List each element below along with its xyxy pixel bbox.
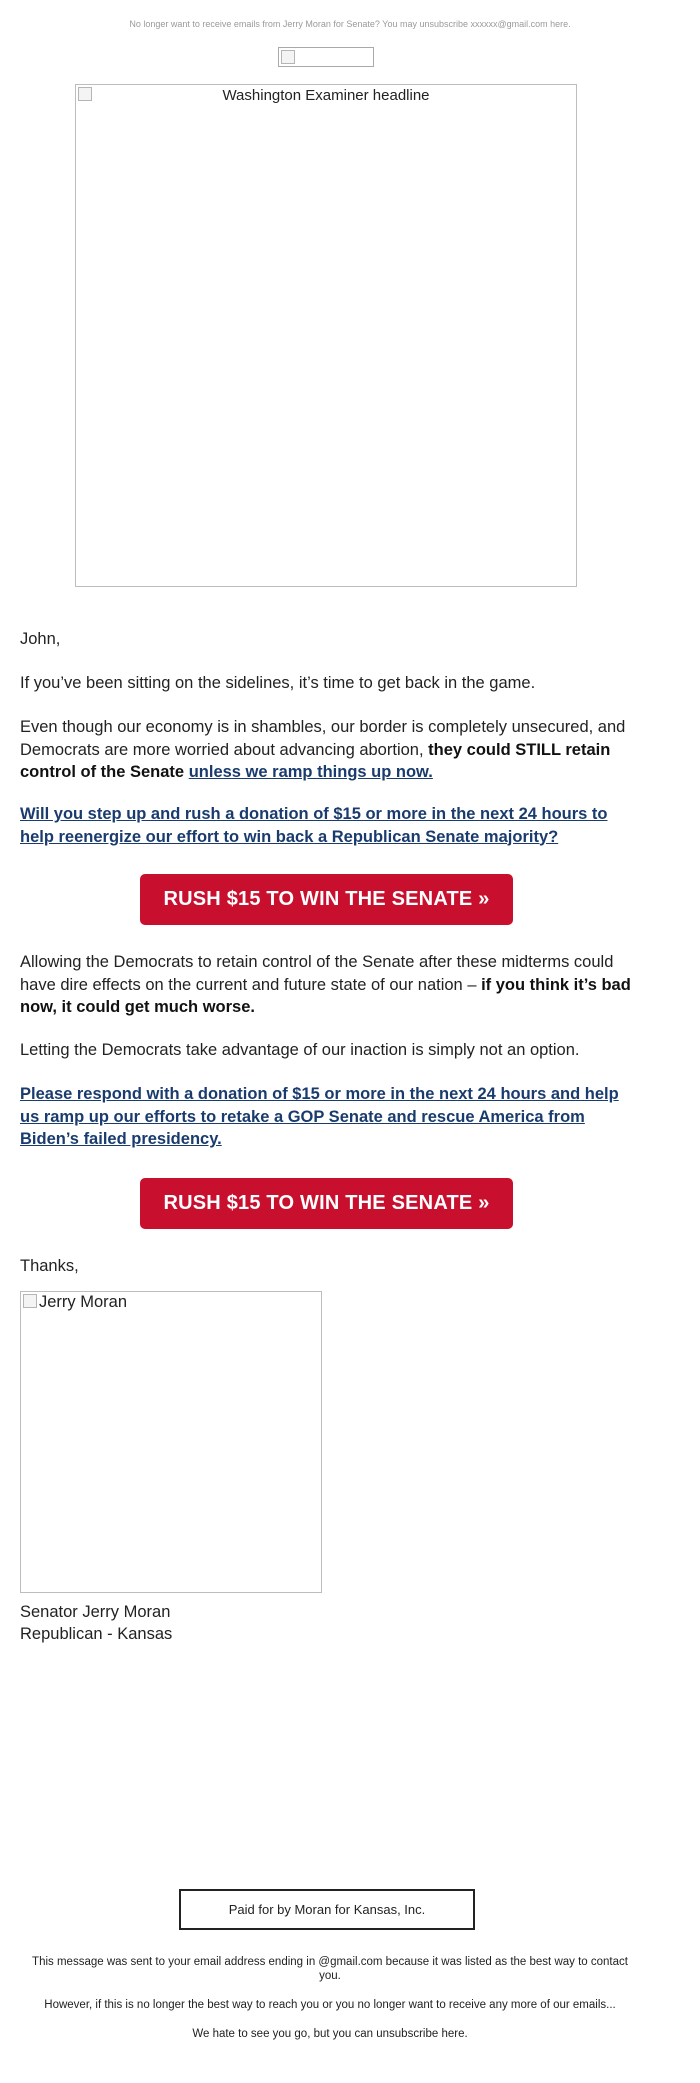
signature-title: Republican - Kansas (20, 1625, 173, 1643)
paragraph-4: Letting the Democrats take advantage of our inaction is simply not an option. (20, 1041, 580, 1059)
paragraph-2 (20, 716, 640, 784)
broken-image-icon (281, 50, 295, 64)
footer-line-2: However, if this is no longer the best way to reach you or you no longer want to receive any more of our emails... (44, 1999, 616, 2011)
signature-image (20, 1291, 322, 1593)
rush-donate-button-1[interactable]: RUSH $15 TO WIN THE SENATE » (140, 874, 513, 925)
hero-image-alt: Washington Examiner headline (222, 87, 430, 104)
hero-image[interactable] (75, 84, 577, 587)
paragraph-1: If you’ve been sitting on the sidelines, it’s time to get back in the game. (20, 674, 536, 692)
paragraph-3-text: Allowing the Democrats to retain control of the Senate after these midterms could have dire effects on the current and future state of our nation – (20, 953, 614, 994)
footer-line-1: This message was sent to your email address ending in @gmail.com because it was listed as the best way to contact you. (32, 1956, 628, 1982)
rush-donate-button-2[interactable]: RUSH $15 TO WIN THE SENATE » (140, 1178, 513, 1229)
ramp-up-link[interactable]: unless we ramp things up now. (188, 763, 433, 781)
donate-link-1[interactable]: Will you step up and rush a donation of $15 or more in the next 24 hours to help reenergize our effort to win back a Republican Senate majority? (20, 805, 608, 846)
donate-link-2[interactable]: Please respond with a donation of $15 or more in the next 24 hours and help us ramp up our efforts to retake a GOP Senate and rescue America from Biden’s failed presidency. (20, 1085, 619, 1148)
unsubscribe-notice[interactable]: No longer want to receive emails from Jerry Moran for Senate? You may unsubscribe xxxxxx@gmail.com here. (129, 19, 571, 29)
greeting: John, (20, 630, 61, 648)
logo-image (278, 47, 374, 67)
signature-name: Senator Jerry Moran (20, 1603, 171, 1621)
unsubscribe-link[interactable]: We hate to see you go, but you can unsubscribe here. (192, 2028, 468, 2040)
broken-image-icon (23, 1294, 37, 1308)
signature-image-alt: Jerry Moran (39, 1293, 128, 1311)
paid-for-disclaimer: Paid for by Moran for Kansas, Inc. (179, 1889, 475, 1930)
paragraph-3-bold: if you think it’s bad now, it could get much worse. (20, 975, 631, 1016)
paragraph-2-bold: they could STILL retain control of the Senate (20, 740, 611, 781)
paragraph-2-text: Even though our economy is in shambles, our border is completely unsecured, and Democrats are more worried about advancing abortion, (20, 718, 626, 759)
closing: Thanks, (20, 1257, 79, 1275)
paragraph-3 (20, 951, 640, 1019)
paragraph-cta-1 (20, 803, 640, 848)
paragraph-cta-2 (20, 1083, 640, 1151)
